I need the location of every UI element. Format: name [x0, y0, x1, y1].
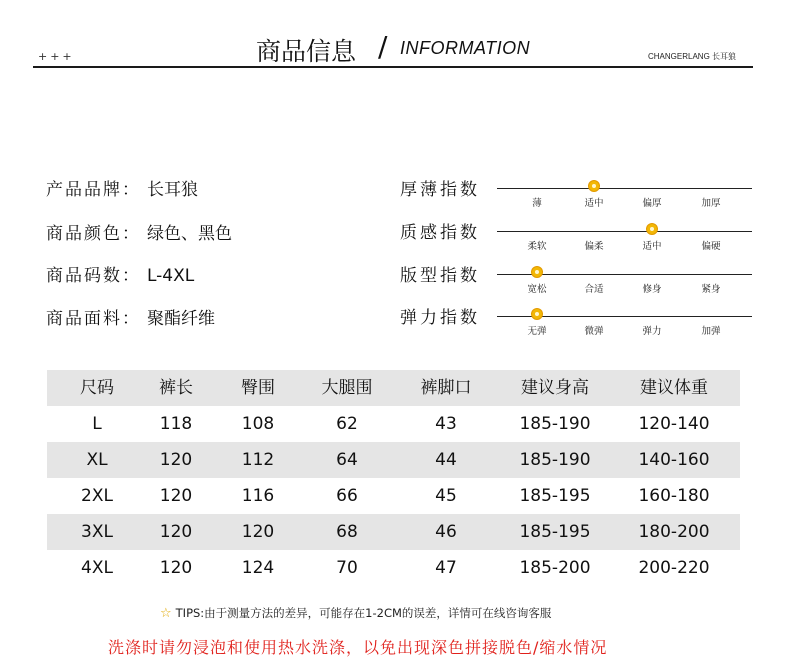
table-row [47, 550, 740, 586]
table-row [47, 442, 740, 478]
table-header-cell: 建议体重 [640, 378, 708, 398]
table-header-cell: 臀围 [241, 378, 275, 398]
info-brand [46, 175, 198, 200]
info-color [46, 219, 232, 244]
index-title: 厚薄指数 [400, 180, 480, 200]
index-option: 修身 [642, 284, 662, 295]
table-cell: 64 [336, 450, 358, 470]
table-cell: 4XL [81, 558, 113, 578]
info-size-range [46, 261, 194, 286]
index-selected-marker [647, 224, 657, 234]
washing-warning: 洗涤时请勿浸泡和使用热水洗涤，以免出现深色拼接脱色/缩水情况 [108, 638, 608, 657]
page-title-en: INFORMATION [400, 38, 531, 58]
table-cell: 185-190 [519, 450, 591, 470]
table-cell: 47 [435, 558, 457, 578]
table-header-cell: 裤长 [159, 378, 193, 398]
index-stretch [400, 303, 760, 343]
table-cell: 120 [159, 558, 193, 578]
index-option: 加厚 [701, 198, 721, 209]
index-scale-line [497, 231, 752, 232]
table-cell: 124 [241, 558, 275, 578]
index-selected-marker [532, 267, 542, 277]
table-header-cell: 裤脚口 [420, 378, 472, 398]
index-title: 质感指数 [400, 223, 480, 243]
index-option: 偏硬 [701, 241, 721, 252]
title-slash: / [378, 30, 388, 63]
tips-text: TIPS:由于测量方法的差异，可能存在1-2CM的误差，详情可在线咨询客服 [175, 606, 552, 620]
table-cell: 68 [336, 522, 358, 542]
index-option: 适中 [642, 241, 662, 252]
index-texture [400, 218, 760, 258]
table-cell: 70 [336, 558, 358, 578]
table-cell: 2XL [81, 486, 113, 506]
index-title: 版型指数 [400, 266, 480, 286]
table-cell: 3XL [81, 522, 113, 542]
info-brand-label: 产品品牌： [46, 180, 141, 200]
table-cell: 185-190 [519, 414, 591, 434]
info-fabric [46, 304, 215, 329]
table-cell: 116 [241, 486, 275, 506]
index-selected-marker [532, 309, 542, 319]
table-cell: 160-180 [638, 486, 710, 506]
table-header-cell: 建议身高 [521, 378, 589, 398]
table-header-cell: 大腿围 [321, 378, 373, 398]
table-cell: 118 [159, 414, 193, 434]
header-plus-marks: +++ [38, 50, 75, 63]
info-fabric-value: 聚酯纤维 [147, 309, 215, 329]
table-row [47, 478, 740, 514]
table-cell: 46 [435, 522, 457, 542]
table-cell: 140-160 [638, 450, 710, 470]
index-option: 偏柔 [584, 241, 604, 252]
table-cell: 120 [159, 450, 193, 470]
index-option: 加弹 [701, 326, 721, 337]
table-cell: 185-200 [519, 558, 591, 578]
table-row [47, 514, 740, 550]
star-icon: ☆ [160, 606, 172, 621]
info-size-value: L-4XL [147, 266, 195, 286]
header-divider [33, 66, 753, 68]
table-cell: 120 [159, 486, 193, 506]
table-cell: 62 [336, 414, 358, 434]
index-option: 无弹 [527, 326, 547, 337]
table-header-row [47, 370, 740, 406]
index-option: 弹力 [642, 326, 662, 337]
index-option: 紧身 [701, 284, 721, 295]
table-cell: 120-140 [638, 414, 710, 434]
table-header-cell: 尺码 [80, 378, 114, 398]
index-fit [400, 261, 760, 301]
table-cell: 200-220 [638, 558, 710, 578]
table-cell: 185-195 [519, 486, 591, 506]
table-cell: L [92, 414, 102, 434]
info-color-value: 绿色、黑色 [147, 224, 232, 244]
index-option: 微弹 [584, 326, 604, 337]
table-cell: 185-195 [519, 522, 591, 542]
tips-note [160, 605, 551, 621]
table-cell: 120 [241, 522, 275, 542]
index-option: 偏厚 [642, 198, 662, 209]
table-cell: 44 [435, 450, 457, 470]
index-scale-line [497, 188, 752, 189]
brand-tag: CHANGERLANG 长耳狼 [648, 52, 737, 61]
index-selected-marker [589, 181, 599, 191]
size-table [47, 370, 740, 586]
index-option: 适中 [584, 198, 604, 209]
index-option: 柔软 [527, 241, 547, 252]
info-size-label: 商品码数： [46, 266, 141, 286]
table-cell: 43 [435, 414, 457, 434]
table-cell: 45 [435, 486, 457, 506]
info-fabric-label: 商品面料： [46, 309, 141, 329]
index-option: 薄 [532, 198, 542, 209]
table-cell: 112 [241, 450, 275, 470]
page-title-cn: 商品信息 [256, 37, 357, 66]
index-option: 合适 [584, 284, 604, 295]
index-thickness [400, 175, 760, 215]
index-option: 宽松 [527, 284, 547, 295]
table-cell: 66 [336, 486, 358, 506]
info-brand-value: 长耳狼 [147, 180, 198, 200]
table-cell: XL [86, 450, 108, 470]
index-title: 弹力指数 [400, 308, 480, 328]
info-color-label: 商品颜色： [46, 224, 141, 244]
table-row [47, 406, 740, 442]
table-cell: 180-200 [638, 522, 710, 542]
table-cell: 108 [241, 414, 275, 434]
table-cell: 120 [159, 522, 193, 542]
